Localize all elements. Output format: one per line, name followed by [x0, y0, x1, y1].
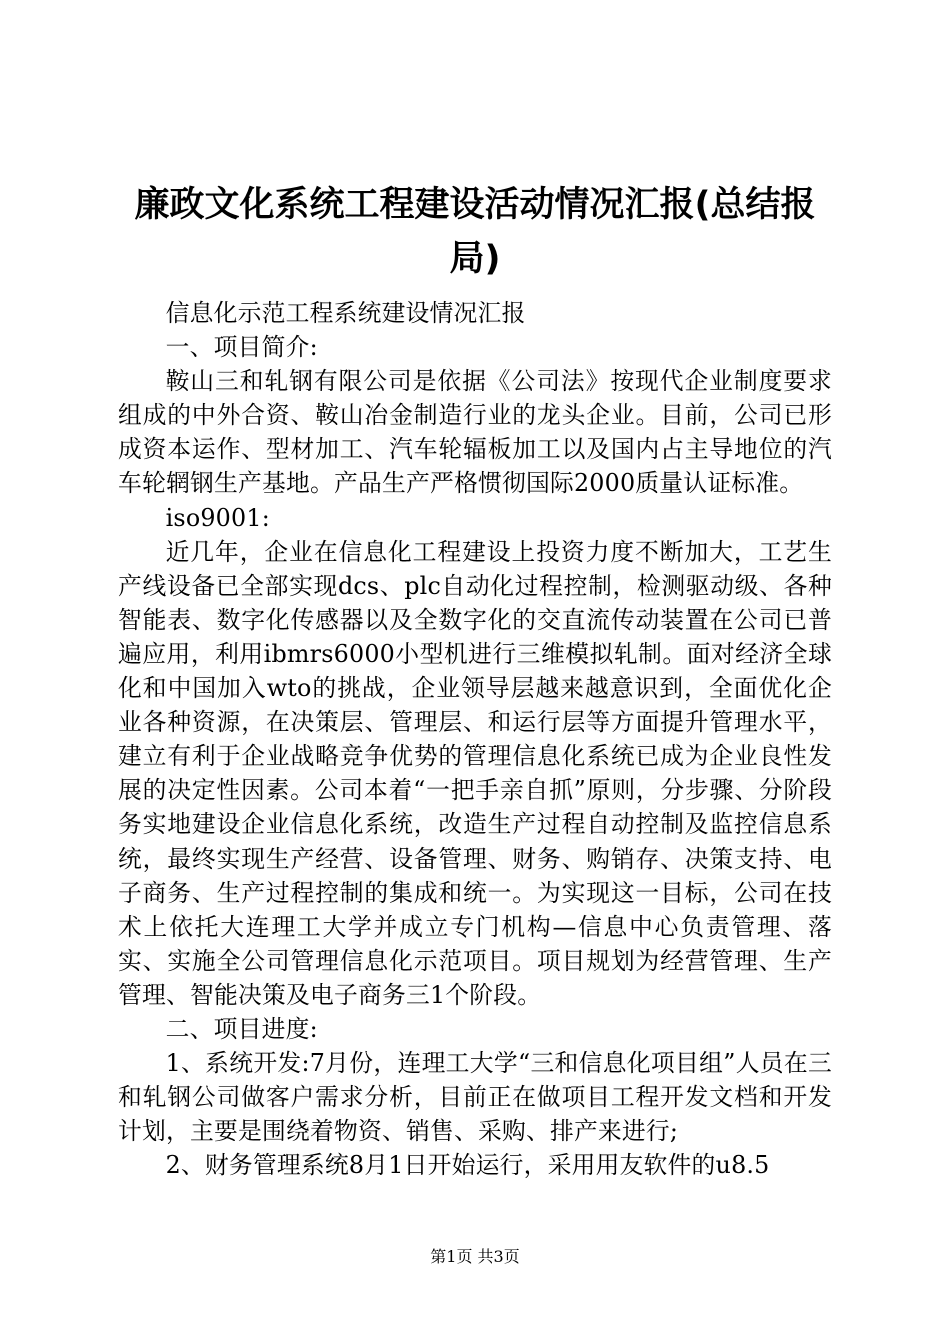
paragraph: 2、财务管理系统8月1日开始运行，采用用友软件的u8.5 — [165, 1151, 770, 1180]
paragraph: 一、项目简介: — [165, 333, 318, 362]
paragraph: 1、系统开发:7月份，连理工大学“三和信息化项目组”人员在三和轧钢公司做客户需求分析，目前正在做项目工程开发文档和开发计划，主要是围绕着物资、销售、采购、排产来进行; — [118, 1049, 832, 1146]
paragraph: 鞍山三和轧钢有限公司是依据《公司法》按现代企业制度要求组成的中外合资、鞍山冶金制造行业的龙头企业。目前，公司已形成资本运作、型材加工、汽车轮辐板加工以及国内占主导地位的汽车轮辋钢生产基地。产品生产严格惯彻国际2000质量认证标准。 — [118, 367, 832, 498]
paragraph: 近几年，企业在信息化工程建设上投资力度不断加大，工艺生产线设备已全部实现dcs、plc自动化过程控制，检测驱动级、各种智能表、数字化传感器以及全数字化的交直流传动装置在公司已普遍应用，利用ibmrs6000小型机进行三维模拟轧制。面对经济全球化和中国加入wto的挑战，企业领导层越来越意识到，全面优化企业各种资源，在决策层、管理层、和运行层等方面提升管理水平，建立有利于企业战略竞争优势的管理信息化系统已成为企业良性发展的决定性因素。公司本着“一把手亲自抓”原则，分步骤、分阶段务实地建设企业信息化系统，改造生产过程自动控制及监控信息系统，最终实现生产经营、设备管理、财务、购销存、决策支持、电子商务、生产过程控制的集成和统一。为实现这一目标，公司在技术上依托大连理工大学并成立专门机构—信息中心负责管理、落实、实施全公司管理信息化示范项目。项目规划为经营管理、生产管理、智能决策及电子商务三1个阶段。 — [118, 537, 832, 1009]
paragraph: 信息化示范工程系统建设情况汇报 — [165, 299, 526, 327]
document-body — [118, 296, 832, 1182]
document-title: 廉政文化系统工程建设活动情况汇报(总结报局) — [134, 185, 816, 279]
page-number-footer: 第1页 共3页 — [430, 1247, 520, 1266]
paragraph: iso9001: — [165, 503, 270, 532]
paragraph: 二、项目进度: — [165, 1014, 318, 1043]
